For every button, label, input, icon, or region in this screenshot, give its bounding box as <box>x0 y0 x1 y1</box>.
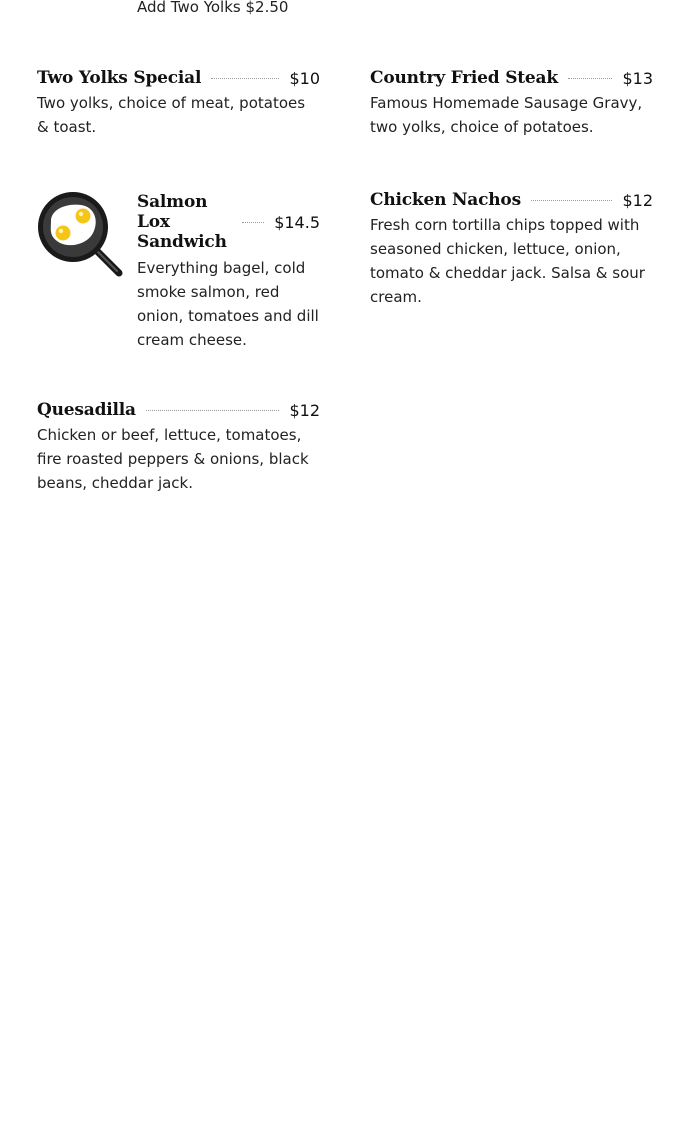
item-description: Two yolks, choice of meat, potatoes & toast. <box>37 94 306 136</box>
item-name-line: Sandwich <box>137 232 227 252</box>
item-price: $10 <box>289 68 320 88</box>
item-description: Famous Homemade Sausage Gravy, two yolks, choice of potatoes. <box>370 94 643 136</box>
item-name: Quesadilla <box>37 400 136 420</box>
menu-item-quesadilla <box>37 400 320 495</box>
item-description: Everything bagel, cold smoke salmon, red onion, tomatoes and dill cream cheese. <box>137 259 319 349</box>
dotted-leader <box>211 78 279 79</box>
add-two-yolks-addon: Add Two Yolks $2.50 <box>137 0 289 16</box>
item-price: $14.5 <box>274 212 320 232</box>
dotted-leader <box>146 410 280 411</box>
dotted-leader <box>242 222 264 223</box>
item-name: Chicken Nachos <box>370 190 521 210</box>
item-name: Country Fried Steak <box>370 68 558 88</box>
dotted-leader <box>531 200 613 201</box>
menu-item-two-yolks-special <box>37 68 320 139</box>
item-price: $12 <box>622 190 653 210</box>
dotted-leader <box>568 78 613 79</box>
frying-pan-eggs-icon <box>37 191 125 279</box>
item-price: $12 <box>289 400 320 420</box>
item-name-line: Salmon <box>137 192 208 212</box>
item-name-line: Lox <box>137 212 170 232</box>
item-name <box>137 192 232 252</box>
menu-item-chicken-nachos <box>370 190 653 309</box>
item-description: Chicken or beef, lettuce, tomatoes, fire roasted peppers & onions, black beans, cheddar jack. <box>37 426 309 492</box>
item-description: Fresh corn tortilla chips topped with seasoned chicken, lettuce, onion, tomato & cheddar jack. Salsa & sour cream. <box>370 216 645 306</box>
menu-item-salmon-lox-sandwich <box>137 192 320 352</box>
item-name: Two Yolks Special <box>37 68 202 88</box>
menu-item-country-fried-steak <box>370 68 653 139</box>
item-price: $13 <box>622 68 653 88</box>
